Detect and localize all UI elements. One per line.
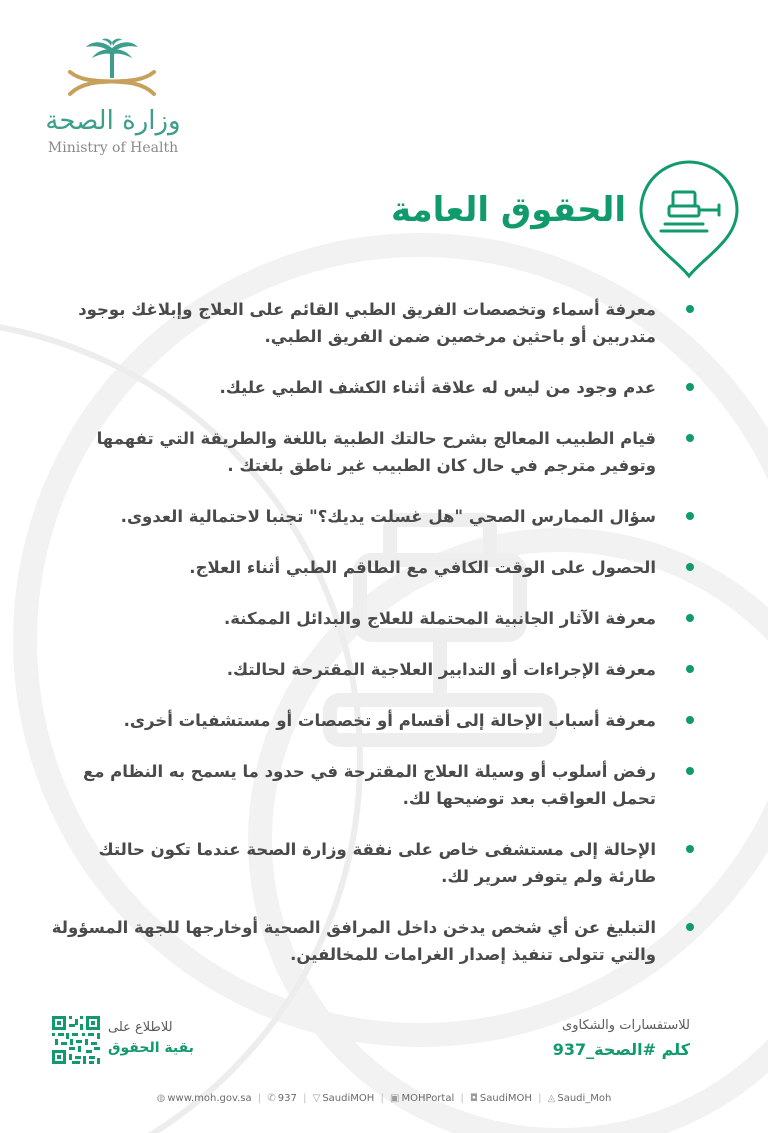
qr-code-icon[interactable] xyxy=(52,1016,100,1064)
list-item xyxy=(48,914,708,968)
bullet-icon xyxy=(686,383,694,391)
right-text: معرفة أسماء وتخصصات الفريق الطبي القائم على العلاج وإبلاغك بوجود متدربين أو باحثين مرخصين ضمن الفريق الطبي. xyxy=(78,300,656,346)
footer-portal[interactable]: ▣ MOHPortal xyxy=(390,1093,455,1104)
more-rights-label: بقية الحقوق xyxy=(108,1040,194,1056)
logo-arabic-name: وزارة الصحة xyxy=(45,106,181,136)
right-text: معرفة الآثار الجانبية المحتملة للعلاج والبدائل الممكنة. xyxy=(223,609,656,628)
right-text: الإحالة إلى مستشفى خاص على نفقة وزارة الصحة عندما تكون حالتك طارئة ولم يتوفر سرير لك. xyxy=(98,840,656,886)
right-text: عدم وجود من ليس له علاقة أثناء الكشف الطبي عليك. xyxy=(219,378,656,397)
gavel-pin-icon xyxy=(635,158,743,280)
list-item xyxy=(48,707,708,734)
bullet-icon xyxy=(686,305,694,313)
bullet-icon xyxy=(686,716,694,724)
list-item xyxy=(48,554,708,581)
list-item xyxy=(48,296,708,350)
bullet-icon xyxy=(686,923,694,931)
list-item xyxy=(48,374,708,401)
right-text: رفض أسلوب أو وسيلة العلاج المقترحة في حدود ما يسمح به النظام مع تحمل العواقب بعد توضيحها لك. xyxy=(82,762,656,808)
bullet-icon xyxy=(686,767,694,775)
right-text: قيام الطبيب المعالج بشرح حالتك الطبية باللغة والطريقة التي تفهمها وتوفير مترجم في حال كان الطبيب غير ناطق بلغتك . xyxy=(96,429,656,475)
right-text: الحصول على الوقت الكافي مع الطاقم الطبي أثناء العلاج. xyxy=(189,558,656,577)
divider: | xyxy=(257,1093,262,1104)
list-item xyxy=(48,656,708,683)
footer-phone[interactable]: ✆ 937 xyxy=(267,1093,297,1104)
instagram-icon: ◘ xyxy=(470,1093,478,1104)
inquiries-hotline: كلم #الصحة_937 xyxy=(552,1040,690,1059)
more-rights-caption: للاطلاع على xyxy=(108,1020,173,1035)
twitter-icon: ▽ xyxy=(312,1093,321,1104)
footer-contacts xyxy=(0,1093,768,1104)
ministry-logo xyxy=(38,38,188,163)
bullet-icon xyxy=(686,434,694,442)
right-text: سؤال الممارس الصحي "هل غسلت يديك؟" تجنبا لاحتمالية العدوى. xyxy=(120,507,656,526)
right-text: معرفة الإجراءات أو التدابير العلاجية المقترحة لحالتك. xyxy=(226,660,656,679)
rights-list xyxy=(48,296,708,992)
palm-swords-emblem-icon xyxy=(62,38,162,104)
list-item xyxy=(48,758,708,812)
list-item xyxy=(48,503,708,530)
bullet-icon xyxy=(686,665,694,673)
bullet-icon xyxy=(686,845,694,853)
inquiries-caption: للاستفسارات والشكاوى xyxy=(562,1018,690,1033)
list-item xyxy=(48,836,708,890)
right-text: معرفة أسباب الإحالة إلى أقسام أو تخصصات أو مستشفيات أخرى. xyxy=(123,711,656,730)
list-item xyxy=(48,425,708,479)
footer-website[interactable]: ◍ www.moh.gov.sa xyxy=(156,1093,252,1104)
bullet-icon xyxy=(686,614,694,622)
page-title: الحقوق العامة xyxy=(391,190,626,230)
phone-icon: ✆ xyxy=(267,1093,276,1104)
footer-twitter[interactable]: ▽ SaudiMOH xyxy=(312,1093,375,1104)
divider: | xyxy=(380,1093,384,1104)
footer-instagram[interactable]: ◘ SaudiMOH xyxy=(470,1093,532,1104)
divider: | xyxy=(538,1093,542,1104)
footer-snapchat[interactable]: ◬ Saudi_Moh xyxy=(547,1093,612,1104)
snapchat-icon: ◬ xyxy=(547,1093,556,1104)
logo-english-name: Ministry of Health xyxy=(47,140,179,156)
divider: | xyxy=(303,1093,307,1104)
list-item xyxy=(48,605,708,632)
divider: | xyxy=(460,1093,464,1104)
bullet-icon xyxy=(686,563,694,571)
globe-icon: ◍ xyxy=(156,1093,166,1104)
bullet-icon xyxy=(686,512,694,520)
right-text: التبليغ عن أي شخص يدخن داخل المرافق الصحية أوخارجها للجهة المسؤولة والتي تتولى تنفيذ إصدار الغرامات للمخالفين. xyxy=(51,918,656,964)
portal-icon: ▣ xyxy=(390,1093,400,1104)
